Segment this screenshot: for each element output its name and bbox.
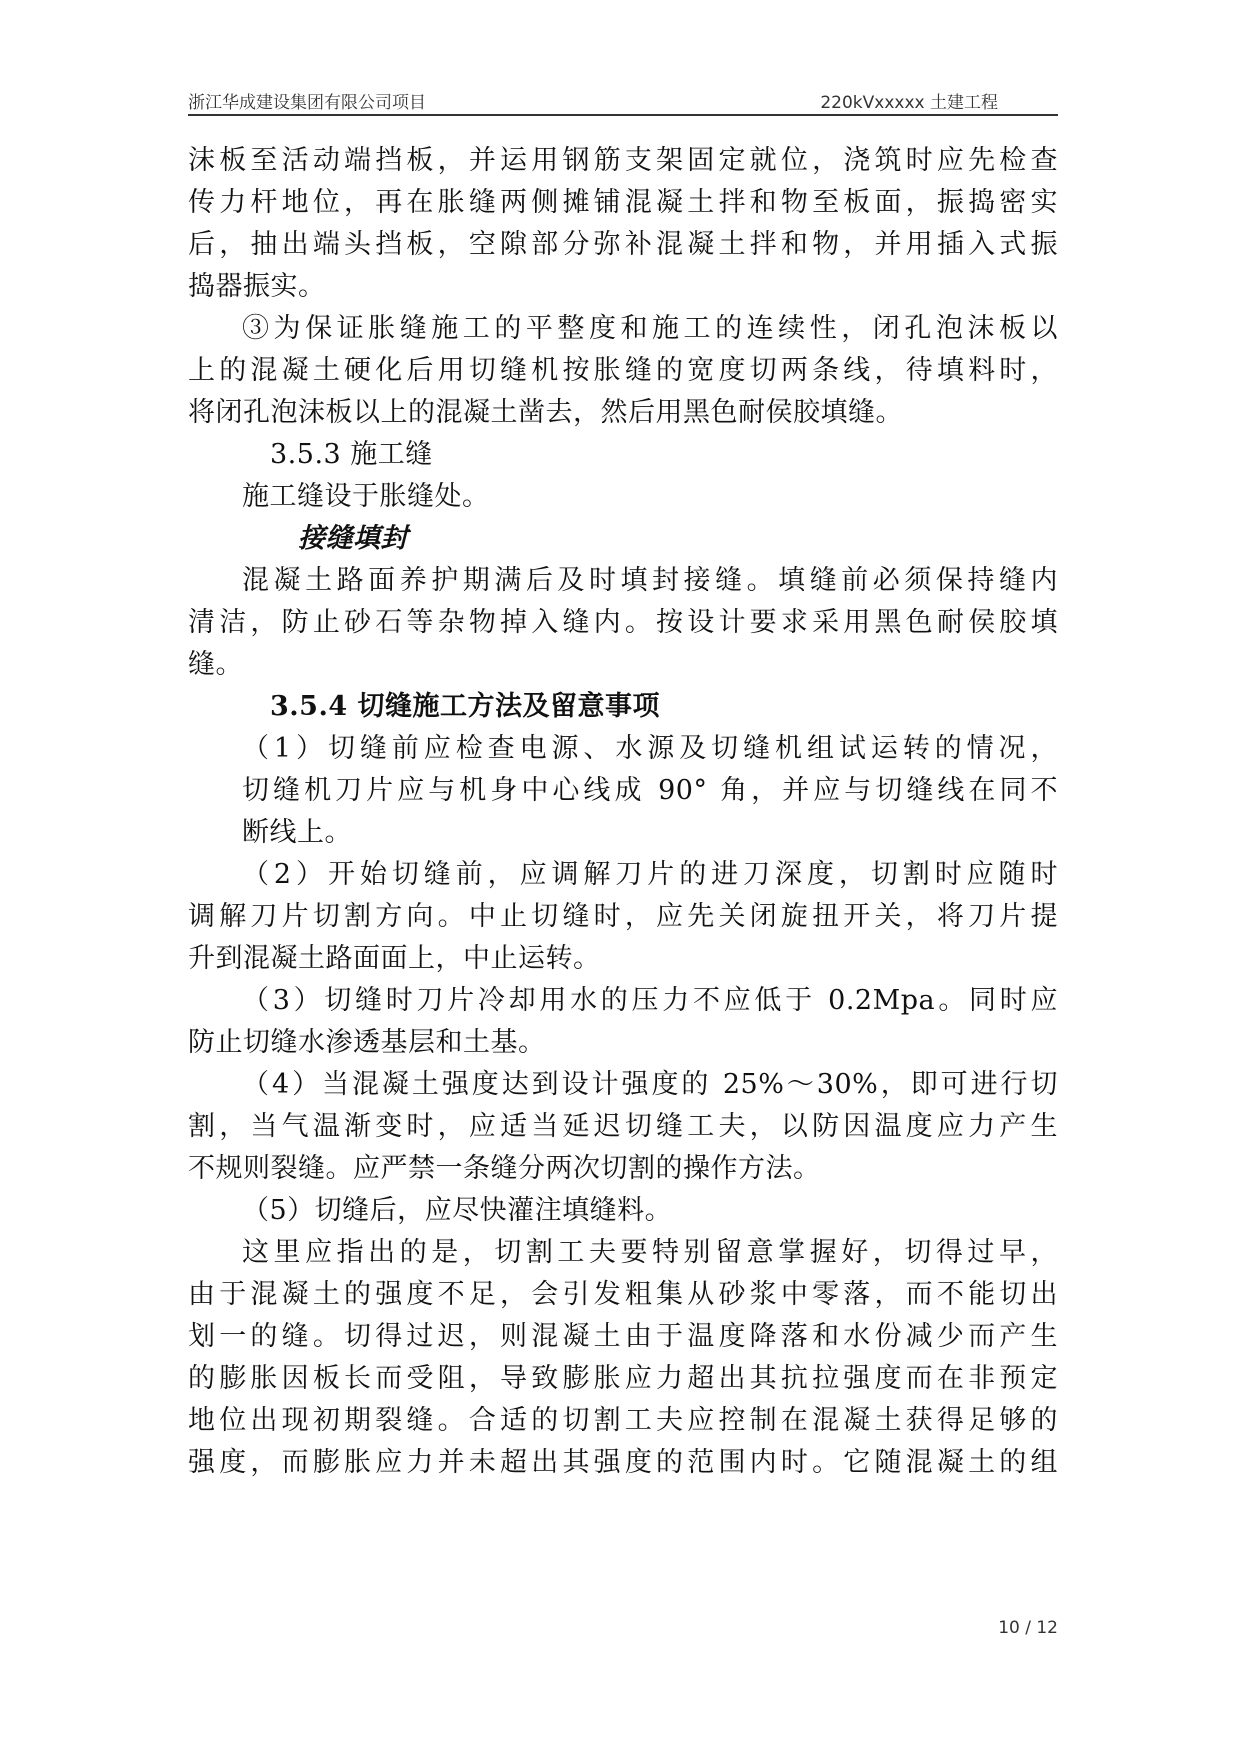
list-item-5: （5）切缝后，应尽快灌注填缝料。 <box>242 1195 673 1226</box>
paragraph-line: 由于混凝土的强度不足，会引发粗集从砂浆中零落，而不能切出 <box>188 1279 1058 1310</box>
paragraph-line: 传力杆地位，再在胀缝两侧摊铺混凝土拌和物至板面，振捣密实 <box>188 187 1058 218</box>
list-item-4-cont: 不规则裂缝。应严禁一条缝分两次切割的操作方法。 <box>188 1153 821 1184</box>
paragraph-line: 的膨胀因板长而受阻，导致膨胀应力超出其抗拉强度而在非预定 <box>188 1363 1058 1394</box>
paragraph-line: 上的混凝土硬化后用切缝机按胀缝的宽度切两条线，待填料时， <box>188 355 1058 386</box>
list-item-1: （1）切缝前应检查电源、水源及切缝机组试运转的情况， <box>242 733 1058 764</box>
paragraph-line: 沫板至活动端挡板，并运用钢筋支架固定就位，浇筑时应先检查 <box>188 145 1058 176</box>
section-heading-3-5-4: 3.5.4 切缝施工方法及留意事项 <box>270 691 661 722</box>
paragraph-line: 地位出现初期裂缝。合适的切割工夫应控制在混凝土获得足够的 <box>188 1405 1058 1436</box>
paragraph-line: 捣器振实。 <box>188 271 326 302</box>
list-item-2-cont: 升到混凝土路面面上，中止运转。 <box>188 943 601 974</box>
paragraph-line: 混凝土路面养护期满后及时填封接缝。填缝前必须保持缝内 <box>242 565 1058 596</box>
paragraph-line: 强度，而膨胀应力并未超出其强度的范围内时。它随混凝土的组 <box>188 1447 1058 1478</box>
paragraph-line: 这里应指出的是，切割工夫要特别留意掌握好，切得过早， <box>242 1237 1058 1268</box>
paragraph-line: 缝。 <box>188 649 243 680</box>
page-number: 10 / 12 <box>998 1618 1058 1638</box>
paragraph-line: 后，抽出端头挡板，空隙部分弥补混凝土拌和物，并用插入式振 <box>188 229 1058 260</box>
paragraph-line: 施工缝设于胀缝处。 <box>242 481 490 512</box>
header-company: 浙江华成建设集团有限公司项目 <box>188 93 426 113</box>
header-project: 220kVxxxxx 土建工程 <box>820 93 998 113</box>
list-item-3: （3）切缝时刀片冷却用水的压力不应低于 0.2Mpa。同时应 <box>242 985 1058 1016</box>
paragraph-line: 划一的缝。切得过迟，则混凝土由于温度降落和水份减少而产生 <box>188 1321 1058 1352</box>
subheading-joint-sealing: 接缝填封 <box>298 523 408 554</box>
list-item-1-cont: 断线上。 <box>242 817 352 848</box>
paragraph-line: ③为保证胀缝施工的平整度和施工的连续性，闭孔泡沫板以 <box>242 313 1058 344</box>
list-item-4: （4）当混凝土强度达到设计强度的 25%～30%，即可进行切 <box>242 1069 1058 1100</box>
list-item-3-cont: 防止切缝水渗透基层和土基。 <box>188 1027 546 1058</box>
list-item-2-cont: 调解刀片切割方向。中止切缝时，应先关闭旋扭开关，将刀片提 <box>188 901 1058 932</box>
paragraph-line: 将闭孔泡沫板以上的混凝土凿去，然后用黑色耐侯胶填缝。 <box>188 397 903 428</box>
list-item-2: （2）开始切缝前，应调解刀片的进刀深度，切割时应随时 <box>242 859 1058 890</box>
paragraph-line: 清洁，防止砂石等杂物掉入缝内。按设计要求采用黑色耐侯胶填 <box>188 607 1058 638</box>
list-item-4-cont: 割，当气温渐变时，应适当延迟切缝工夫，以防因温度应力产生 <box>188 1111 1058 1142</box>
section-heading-3-5-3: 3.5.3 施工缝 <box>270 439 433 470</box>
page-header <box>188 88 1058 116</box>
list-item-1-cont: 切缝机刀片应与机身中心线成 90° 角，并应与切缝线在同不 <box>242 775 1058 806</box>
